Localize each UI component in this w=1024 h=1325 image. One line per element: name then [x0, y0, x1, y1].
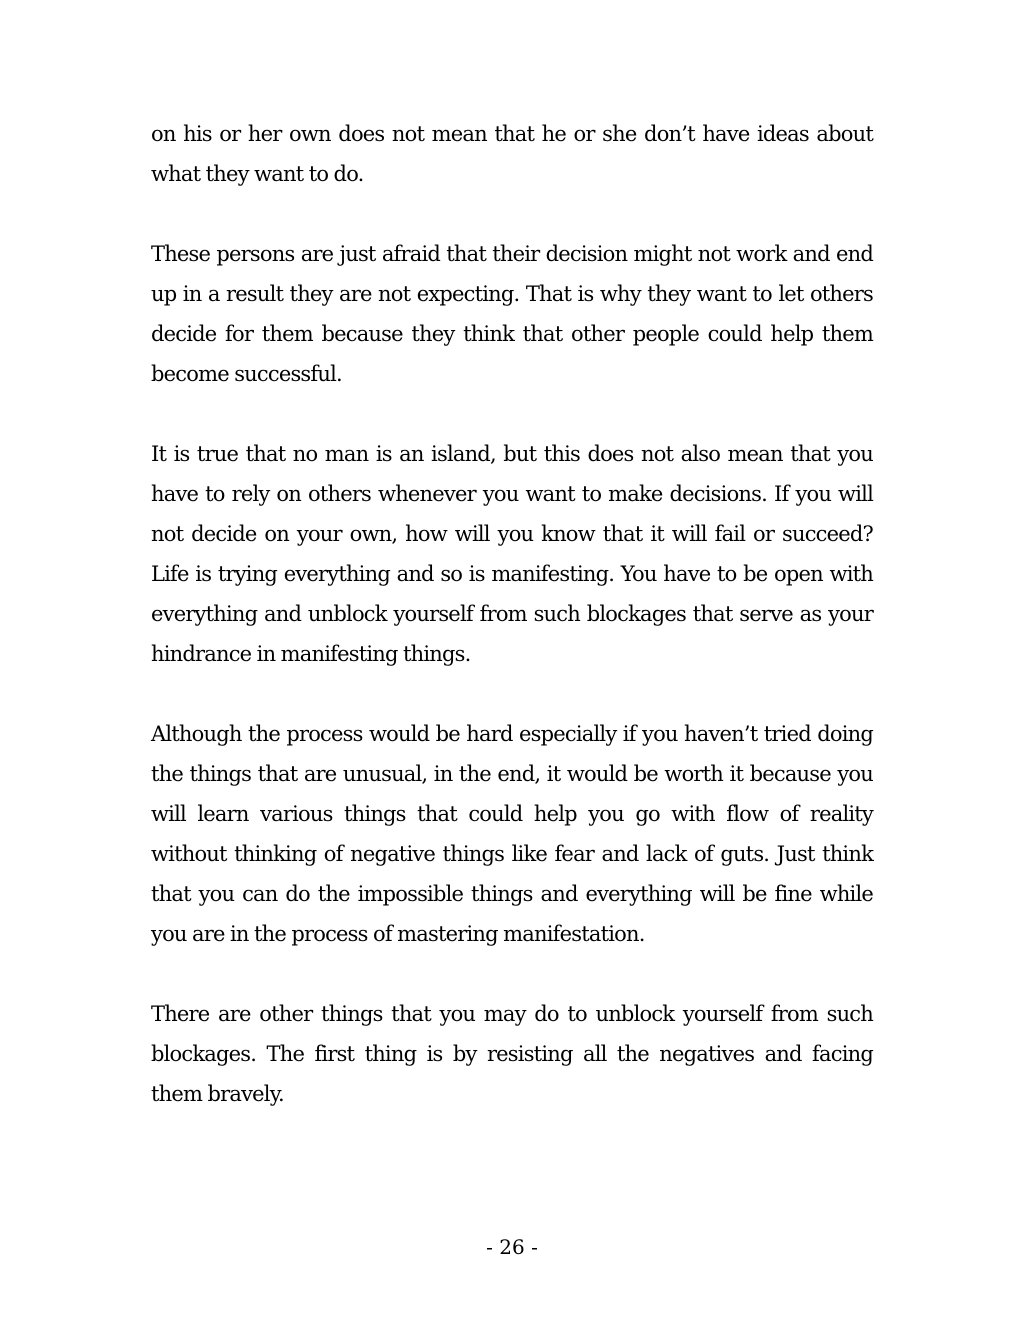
- paragraph-4: Although the process would be hard especially if you haven’t tried doing the things that are unusual, in the end, it would be worth it because you will learn various things that could help you go with flow of reality without thinking of negative things like fear and lack of guts. Just think that you can do the impossible things and everything will be fine while you are in the process of mastering manifestation.: [151, 722, 873, 946]
- paragraph-1: on his or her own does not mean that he or she don’t have ideas about what they want to do.: [151, 122, 873, 186]
- paragraph-5: There are other things that you may do to unblock yourself from such blockages. The first thing is by resisting all the negatives and facing them bravely.: [151, 1002, 873, 1106]
- paragraph-2: These persons are just afraid that their decision might not work and end up in a result they are not expecting. That is why they want to let others decide for them because they think that other people could help them become successful.: [151, 242, 873, 386]
- page-number: - 26 -: [486, 1235, 538, 1259]
- paragraph-3: It is true that no man is an island, but this does not also mean that you have to rely on others whenever you want to make decisions. If you will not decide on your own, how will you know that it will fail or succeed? Life is trying everything and so is manifesting. You have to be open with everything and unblock yourself from such blockages that serve as your hindrance in manifesting things.: [151, 442, 873, 666]
- body-text: [151, 114, 873, 1114]
